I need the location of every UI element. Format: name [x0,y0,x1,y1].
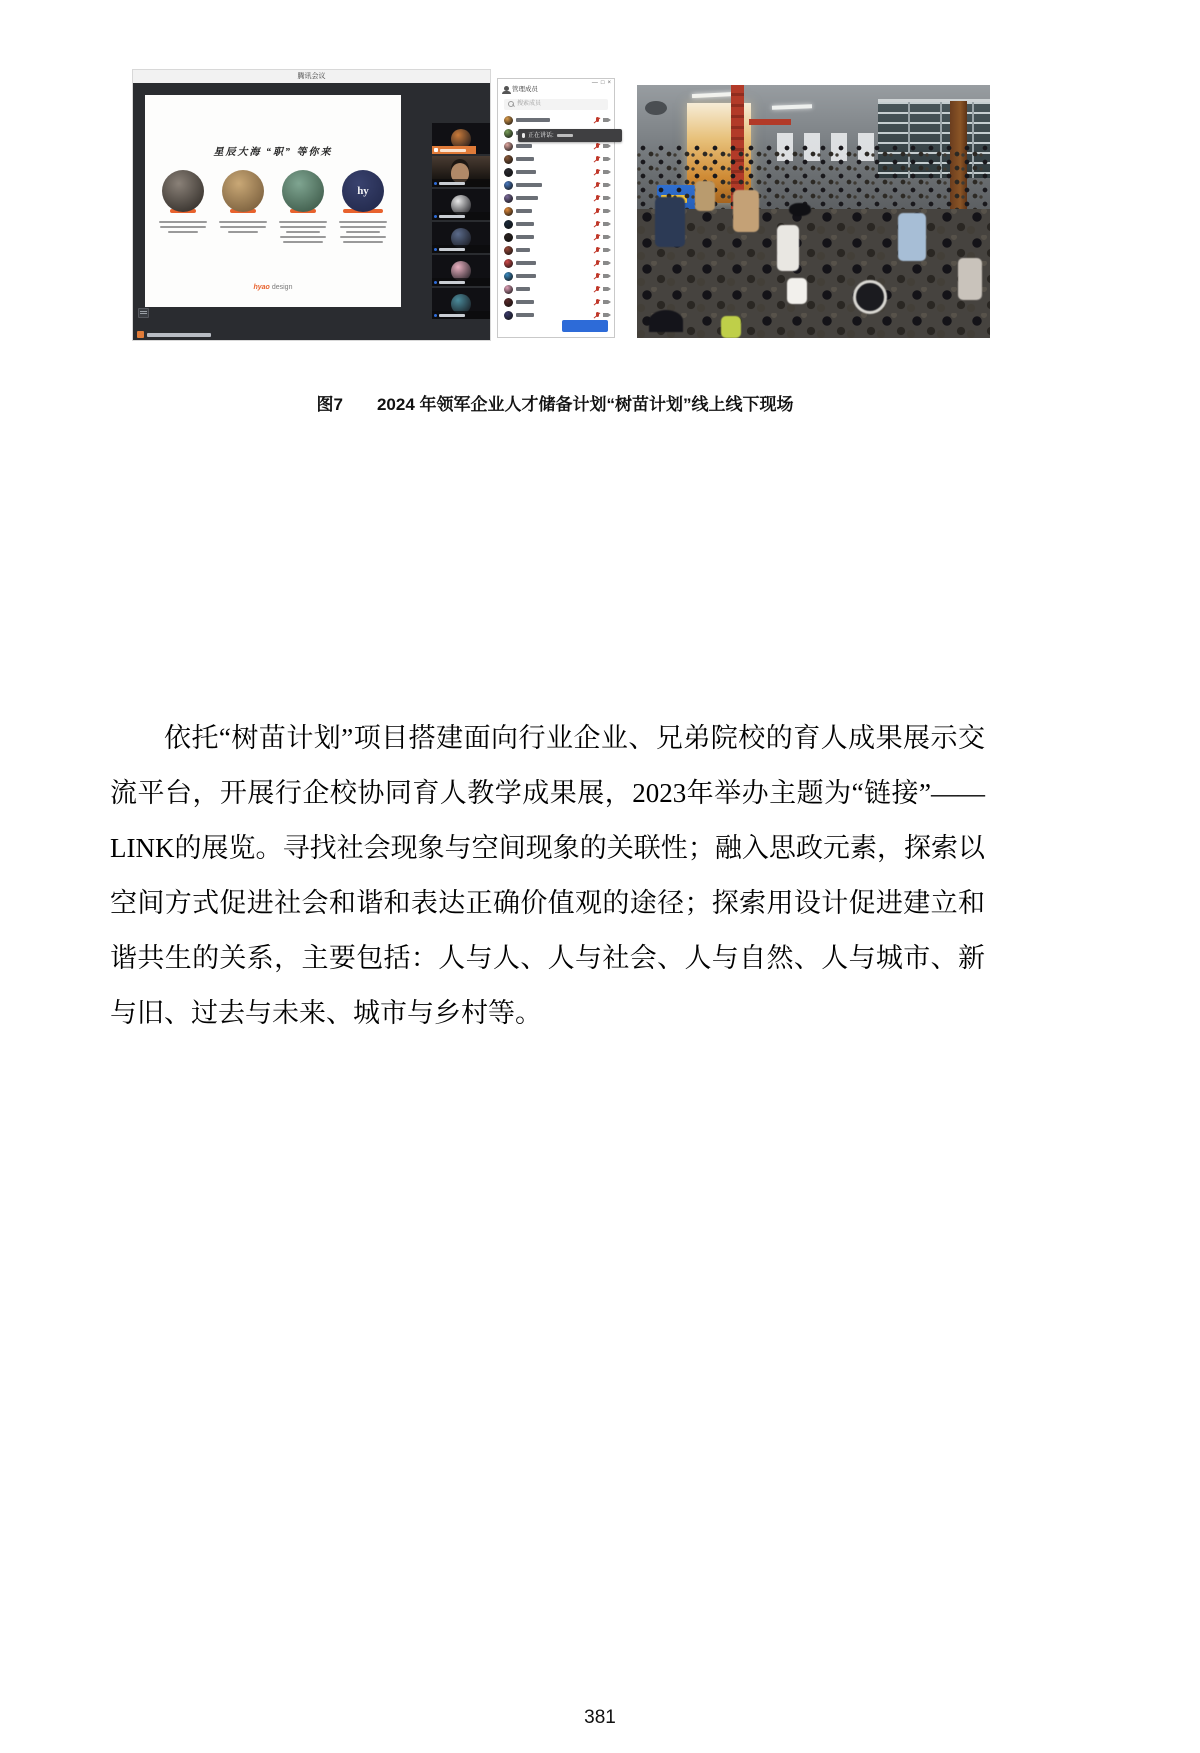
panel-primary-button[interactable] [562,320,608,332]
camera-off-icon[interactable] [603,313,608,317]
participant-video-tile[interactable] [432,222,490,253]
tencent-meeting-screenshot [133,70,490,340]
participant-name-label [432,212,490,220]
meeting-body [133,83,490,340]
crowd-of-attendees-far [637,143,990,215]
mic-icon [434,215,437,218]
member-list [498,113,614,322]
participant-video-tile[interactable] [432,189,490,220]
member-name-redacted [516,183,542,187]
page-number: 381 [584,1707,616,1728]
member-name-redacted [516,235,534,239]
participant-video-tile[interactable] [432,288,490,319]
mic-muted-icon[interactable] [594,312,600,319]
member-row[interactable] [504,296,609,309]
program-photo-circle [282,170,324,212]
attendee-blue-hoodie [898,213,926,261]
mic-icon [522,133,525,138]
camera-off-icon[interactable] [603,118,608,122]
share-label-redacted [147,333,211,337]
mic-muted-icon[interactable] [594,260,600,267]
participant-name-redacted [439,248,465,251]
ceiling-light [772,104,812,109]
slide-program-item [335,170,391,243]
participant-video-tile[interactable] [432,255,490,286]
participant-name-label [432,311,490,319]
figure-caption: 图7 2024 年领军企业人才储备计划“树苗计划”线上线下现场 [316,395,794,414]
member-avatar [504,311,513,320]
attendee-navy-jacket [655,197,685,247]
camera-off-icon[interactable] [603,235,608,239]
program-photo-circle [342,170,384,212]
member-name-redacted [516,196,538,200]
slide-title: 星辰大海 “职” 等你来 [213,147,333,158]
share-icon [137,331,144,338]
member-avatar [504,285,513,294]
mic-muted-icon[interactable] [594,169,600,176]
logo-rest-text: design [271,284,293,291]
member-name-redacted [516,300,534,304]
camera-off-icon[interactable] [603,196,608,200]
member-name-redacted [516,287,530,291]
camera-off-icon[interactable] [603,144,608,148]
hoodie-logo-ring [853,280,887,314]
participant-name-label [432,278,490,286]
member-name-redacted [516,222,534,226]
members-panel-title: 管理成员 [512,86,538,93]
camera-off-icon[interactable] [603,261,608,265]
member-row[interactable] [504,218,609,231]
mic-icon [434,182,437,185]
participant-video-tile[interactable] [432,123,490,154]
participant-name-redacted [439,215,465,218]
member-avatar [504,246,513,255]
member-name-redacted [516,144,532,148]
presentation-slide [145,95,401,307]
person-icon [504,86,509,91]
camera-off-icon[interactable] [603,248,608,252]
speaking-tooltip [518,129,622,142]
participant-video-column [432,123,490,319]
member-row[interactable] [504,153,609,166]
handheld-papers [787,278,807,304]
participant-name-label [432,245,490,253]
participant-name-redacted [439,281,465,284]
mic-muted-icon[interactable] [594,143,600,150]
camera-off-icon[interactable] [603,222,608,226]
sidebar-toggle-icon[interactable] [138,308,149,318]
window-controls [592,80,611,86]
minimize-button[interactable]: — [591,80,598,86]
member-avatar [504,272,513,281]
slide-program-circles [145,170,401,243]
program-bullet-text [279,221,327,243]
camera-off-icon[interactable] [603,274,608,278]
slide-program-item [155,170,211,243]
member-row[interactable] [504,244,609,257]
member-avatar [504,298,513,307]
red-beam [749,119,791,125]
member-name-redacted [516,157,534,161]
mic-muted-icon[interactable] [594,247,600,254]
screen-share-badge [137,331,211,338]
speaking-label: 正在讲话: [528,132,554,139]
member-name-redacted [516,209,532,213]
member-avatar [504,259,513,268]
mic-icon [434,314,437,317]
member-name-redacted [516,248,530,252]
slide-program-item [275,170,331,243]
hy-logo: hy [357,185,369,197]
body-paragraph: 依托“树苗计划”项目搭建面向行业企业、兄弟院校的育人成果展示交流平台，开展行企校协同育人教学成果展，2023年举办主题为“链接”——LINK的展览。寻找社会现象与空间现象的关联性；融入思政元素，探索以空间方式促进社会和谐和表达正确价值观的途径；探索用设计促进建立和谐共生的关系，主要包括：人与人、人与社会、人与自然、人与城市、新与旧、过去与未来、城市与乡村等。 [110,723,985,1028]
mic-muted-icon[interactable] [594,286,600,293]
program-photo-circle [162,170,204,212]
speaking-name-redacted [557,134,573,137]
host-badge [432,146,476,154]
member-avatar [504,220,513,229]
slide-program-item [215,170,271,243]
member-row[interactable] [504,205,609,218]
member-row[interactable] [504,114,609,127]
member-avatar [504,168,513,177]
member-avatar [504,142,513,151]
figure-7-image [133,70,1200,340]
member-avatar [504,155,513,164]
program-bullet-text [159,221,207,233]
participant-name-label [432,179,490,187]
camera-off-icon[interactable] [603,170,608,174]
mic-muted-icon[interactable] [594,299,600,306]
attendee-white-shirt [777,225,799,271]
mic-icon [434,248,437,251]
search-icon [508,101,514,107]
member-avatar [504,116,513,125]
mic-muted-icon[interactable] [594,208,600,215]
close-button[interactable]: × [607,80,611,86]
program-bullet-text [219,221,267,233]
camera-off-icon[interactable] [603,209,608,213]
member-row[interactable] [504,283,609,296]
attendee-khaki-hoodie [733,190,759,232]
member-row[interactable] [504,270,609,283]
camera-off-icon[interactable] [603,157,608,161]
mic-muted-icon[interactable] [594,234,600,241]
member-avatar [504,194,513,203]
crowd-of-attendees-near [637,209,990,338]
member-avatar [504,207,513,216]
attendee-green-vest [721,316,741,338]
mic-muted-icon[interactable] [594,182,600,189]
member-name-redacted [516,274,536,278]
member-row[interactable] [504,192,609,205]
member-row[interactable] [504,257,609,270]
mic-muted-icon[interactable] [594,273,600,280]
member-name-redacted [516,261,536,265]
mic-muted-icon[interactable] [594,221,600,228]
member-avatar [504,181,513,190]
member-name-redacted [516,170,536,174]
member-row[interactable] [504,179,609,192]
mic-muted-icon[interactable] [594,117,600,124]
participant-name-redacted [439,182,465,185]
search-placeholder: 搜索成员 [517,101,542,107]
member-name-redacted [516,118,550,122]
mic-muted-icon[interactable] [594,195,600,202]
program-bullet-text [339,221,387,243]
mic-icon [434,281,437,284]
event-crowd-photo [637,85,990,338]
slide-logo [145,284,401,291]
attendee-tan-jacket [695,181,715,211]
camera-off-icon[interactable] [603,287,608,291]
maximize-button[interactable]: □ [600,80,605,86]
member-search-input[interactable] [504,99,608,110]
camera-off-icon[interactable] [603,183,608,187]
logo-accent-text: hyao [253,284,270,291]
participant-video-tile[interactable] [432,156,490,187]
mic-muted-icon[interactable] [594,156,600,163]
attendee-black-cap [649,310,683,332]
camera-off-icon[interactable] [603,300,608,304]
members-panel [497,78,615,338]
member-row[interactable] [504,166,609,179]
member-row[interactable] [504,231,609,244]
program-photo-circle [222,170,264,212]
member-name-redacted [516,313,534,317]
meeting-titlebar [133,70,490,83]
participant-name-redacted [439,314,465,317]
member-avatar [504,233,513,242]
meeting-window-title: 腾讯会议 [297,73,326,80]
attendee-bucket-hat [789,203,811,216]
attendee-light-coat [958,258,982,300]
ceiling-speaker [645,101,667,115]
member-avatar [504,129,513,138]
